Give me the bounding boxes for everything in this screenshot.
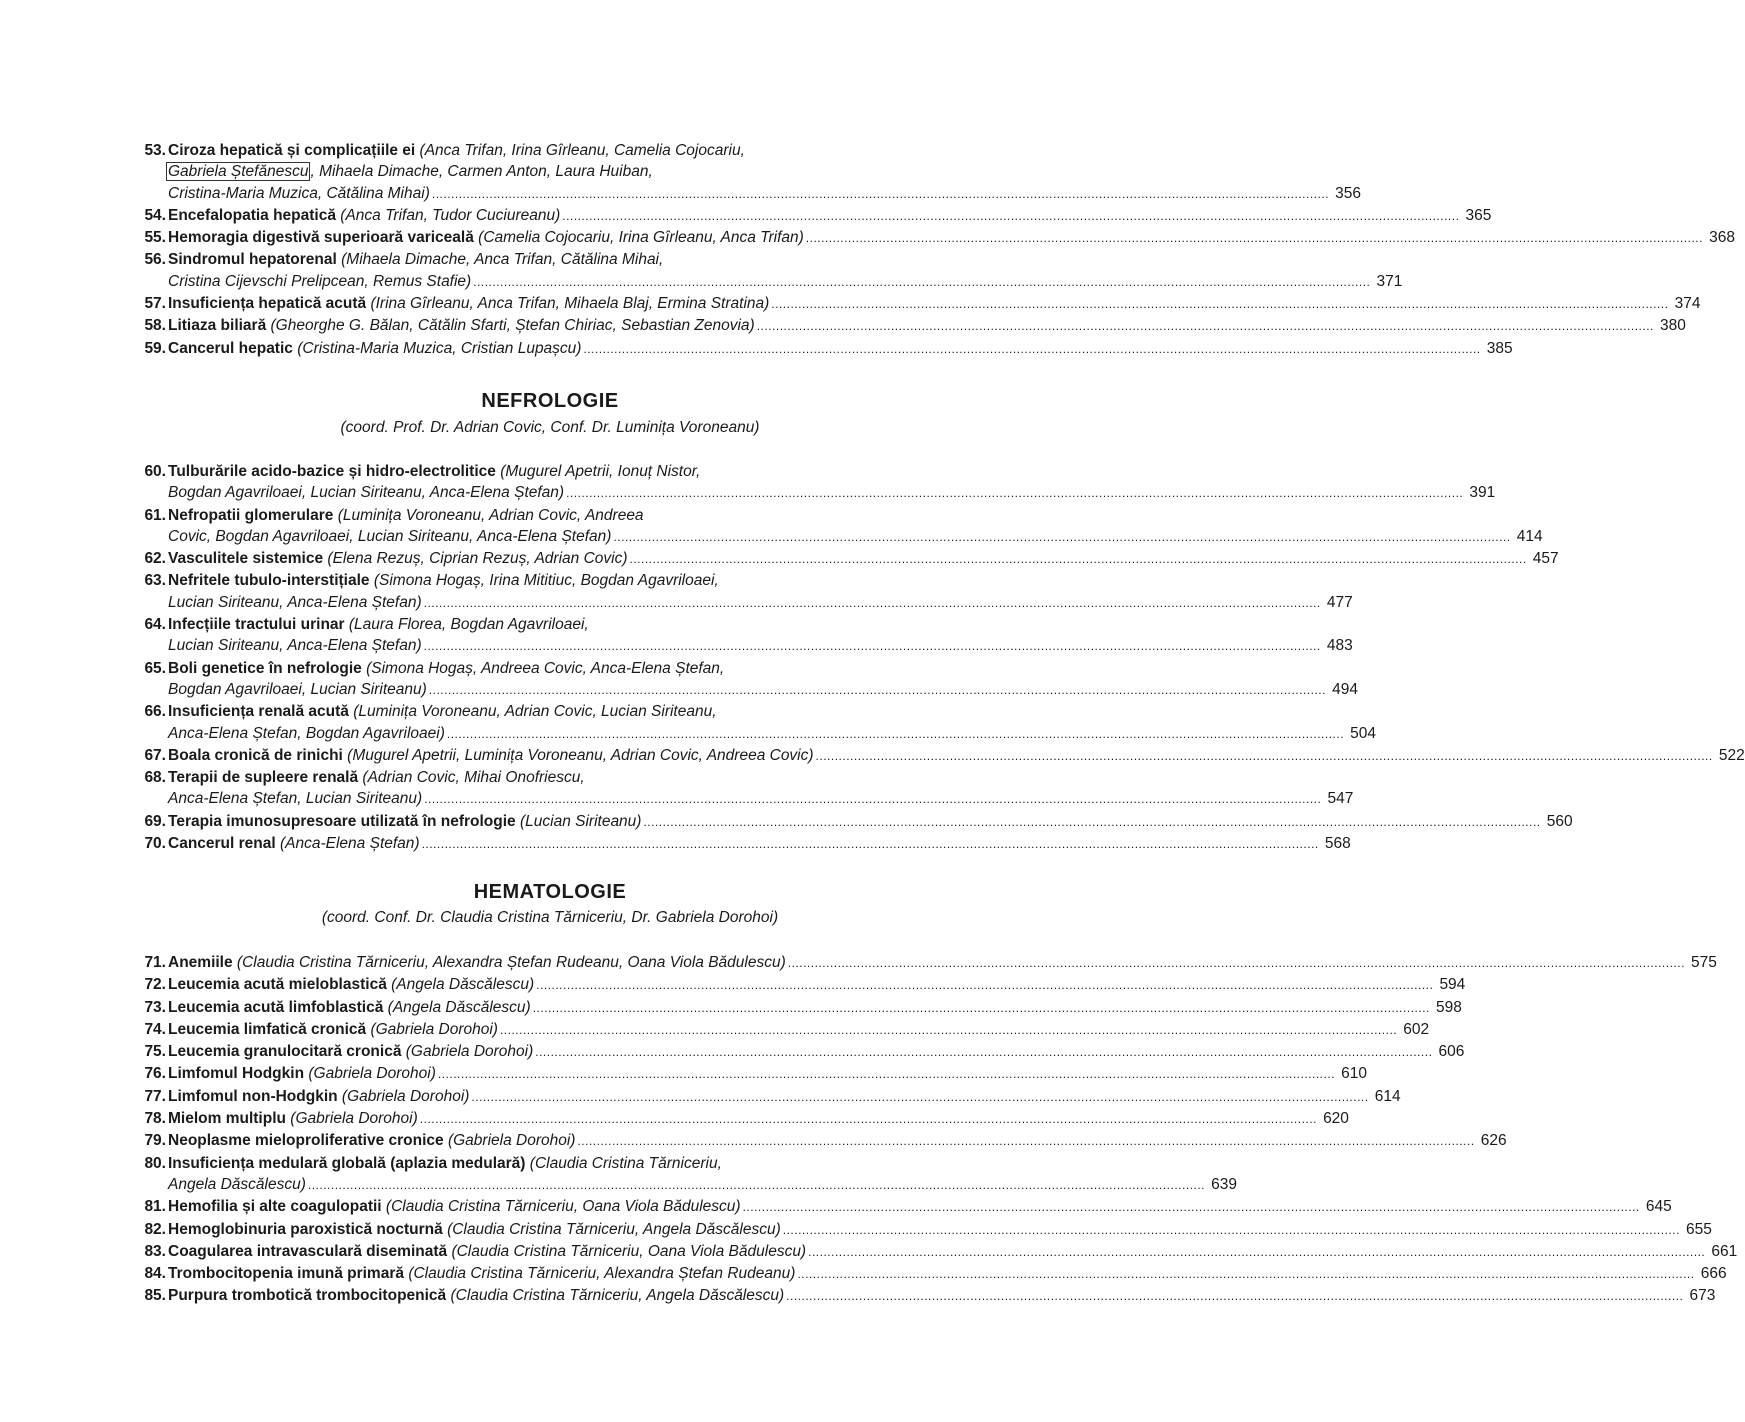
entry-number: 84. xyxy=(144,1265,166,1283)
section-heading-nefrologie: NEFROLOGIE xyxy=(481,390,619,412)
entry-number: 53. xyxy=(144,142,166,159)
toc-entry[interactable] xyxy=(128,1285,1716,1307)
dot-leader xyxy=(424,788,1321,810)
entry-authors: Anca-Elena Ștefan, Bogdan Agavriloaei) xyxy=(168,724,445,742)
page-number: 547 xyxy=(1327,790,1354,808)
entry-number: 54. xyxy=(144,206,166,224)
toc-entry[interactable] xyxy=(128,997,1462,1019)
entry-authors: (Claudia Cristina Tărniceriu, Angela Dăscălescu) xyxy=(450,1287,785,1305)
entry-number: 62. xyxy=(144,550,166,568)
entry-authors: (Claudia Cristina Tărniceriu, Alexandra Ștefan Rudeanu) xyxy=(408,1265,796,1283)
entry-authors: (Gabriela Dorohoi) xyxy=(341,1087,470,1105)
entry-title: Leucemia acută mieloblastică xyxy=(168,976,387,994)
entry-number: 76. xyxy=(144,1065,166,1083)
dot-leader xyxy=(420,1108,1317,1130)
entry-authors: (Gabriela Dorohoi) xyxy=(290,1110,418,1128)
toc-entry[interactable] xyxy=(128,461,1496,505)
entry-title: Purpura trombotică trombocitopenică xyxy=(168,1287,447,1305)
page-number: 598 xyxy=(1435,998,1462,1016)
entry-title: Litiaza biliară xyxy=(168,317,267,335)
entry-number: 75. xyxy=(144,1043,166,1061)
entry-authors: (Simona Hogaș, Irina Mititiuc, Bogdan Agavriloaei, xyxy=(373,572,719,590)
entry-authors: (Anca Trifan, Tudor Cuciureanu) xyxy=(340,206,561,224)
entry-authors: (Luminița Voroneanu, Adrian Covic, Lucian Siriteanu, xyxy=(353,703,717,721)
section-coordinators: (coord. Prof. Dr. Adrian Covic, Conf. Dr. Luminița Voroneanu) xyxy=(340,419,760,436)
entry-title: Leucemia granulocitară cronică xyxy=(168,1043,402,1061)
toc-entry[interactable] xyxy=(128,1019,1430,1041)
entry-title: Leucemia acută limfoblastică xyxy=(168,998,384,1016)
entry-authors: (Claudia Cristina Tărniceriu, Angela Dăscălescu) xyxy=(447,1220,781,1238)
entry-title: Anemiile xyxy=(168,954,233,971)
entry-authors: (Mugurel Apetrii, Ionuț Nistor, xyxy=(500,463,701,480)
toc-entry[interactable] xyxy=(128,658,1358,702)
dot-leader xyxy=(630,548,1527,570)
entry-title: Nefritele tubulo-interstițiale xyxy=(168,572,370,590)
entry-title: Hemoglobinuria paroxistică nocturnă xyxy=(168,1220,443,1238)
page-number: 374 xyxy=(1674,295,1701,313)
entry-number: 63. xyxy=(144,572,166,590)
entry-title: Boli genetice în nefrologie xyxy=(168,659,362,677)
toc-entry[interactable] xyxy=(128,1219,1712,1241)
toc-list-hepatology xyxy=(128,140,1735,360)
dot-leader xyxy=(438,1063,1335,1085)
entry-title: Coagularea intravasculară diseminată xyxy=(168,1242,448,1260)
entry-number: 74. xyxy=(144,1020,166,1038)
entry-authors: (Lucian Siriteanu) xyxy=(519,812,642,830)
entry-title: Trombocitopenia imună primară xyxy=(168,1265,404,1283)
page-number: 655 xyxy=(1686,1220,1712,1238)
entry-number: 82. xyxy=(144,1220,166,1238)
page-number: 606 xyxy=(1438,1043,1465,1061)
entry-authors: (Gabriela Dorohoi) xyxy=(370,1020,498,1038)
dot-leader xyxy=(429,679,1326,701)
entry-number: 85. xyxy=(144,1287,166,1305)
entry-title: Mielom multiplu xyxy=(168,1110,286,1128)
entry-title: Ciroza hepatică și complicațiile ei xyxy=(168,142,416,159)
entry-authors: (Adrian Covic, Mihai Onofriescu, xyxy=(362,769,585,787)
dot-leader xyxy=(447,723,1344,745)
entry-number: 70. xyxy=(144,835,166,853)
entry-authors: , Mihaela Dimache, Carmen Anton, Laura Huiban, xyxy=(310,163,653,181)
toc-entry[interactable] xyxy=(128,701,1377,745)
page-number: 594 xyxy=(1439,976,1466,994)
highlighted-author: Gabriela Ștefănescu xyxy=(168,163,309,181)
page-number: 414 xyxy=(1516,527,1543,545)
entry-number: 69. xyxy=(144,812,166,830)
dot-leader xyxy=(500,1019,1397,1041)
page-number: 457 xyxy=(1532,550,1559,568)
entry-authors: (Gabriela Dorohoi) xyxy=(405,1043,534,1061)
toc-list-hematologie xyxy=(128,952,1738,1308)
entry-number: 64. xyxy=(144,616,166,634)
dot-leader xyxy=(566,482,1463,504)
toc-list-nefrologie xyxy=(128,461,1745,855)
entry-number: 78. xyxy=(144,1110,166,1128)
entry-authors: Angela Dăscălescu) xyxy=(168,1175,306,1193)
dot-leader xyxy=(535,1041,1432,1063)
entry-title: Encefalopatia hepatică xyxy=(168,206,336,224)
dot-leader xyxy=(771,293,1668,315)
entry-authors: (Anca-Elena Ștefan) xyxy=(280,835,420,853)
page-number: 368 xyxy=(1709,229,1735,247)
entry-authors: (Claudia Cristina Tărniceriu, Oana Viola Bădulescu) xyxy=(451,1242,807,1260)
toc-entry[interactable] xyxy=(128,1263,1727,1285)
entry-number: 80. xyxy=(144,1154,166,1172)
dot-leader xyxy=(808,1241,1705,1263)
entry-number: 66. xyxy=(144,703,166,721)
entry-number: 77. xyxy=(144,1087,166,1105)
dot-leader xyxy=(783,1219,1680,1241)
dot-leader xyxy=(536,974,1433,996)
dot-leader xyxy=(577,1130,1474,1152)
toc-entry[interactable] xyxy=(128,315,1686,337)
entry-title: Sindromul hepatorenal xyxy=(168,251,337,269)
toc-entry[interactable] xyxy=(128,338,1513,360)
toc-entry[interactable] xyxy=(128,1241,1738,1263)
entry-authors: Covic, Bogdan Agavriloaei, Lucian Siriteanu, Anca-Elena Ștefan) xyxy=(168,527,612,545)
page-number: 380 xyxy=(1660,317,1686,335)
entry-title: Insuficiența hepatică acută xyxy=(168,295,367,313)
toc-entry[interactable] xyxy=(128,745,1745,767)
toc-entry[interactable] xyxy=(128,548,1559,570)
entry-title: Cancerul renal xyxy=(168,835,276,853)
page-number: 391 xyxy=(1469,484,1496,502)
page-number: 626 xyxy=(1480,1132,1507,1150)
toc-entry[interactable] xyxy=(128,227,1735,249)
entry-title: Tulburările acido-bazice și hidro-electrolitice xyxy=(168,463,496,480)
toc-entry[interactable] xyxy=(128,1108,1349,1130)
toc-entry[interactable] xyxy=(128,1063,1368,1085)
entry-number: 57. xyxy=(144,295,166,313)
entry-number: 67. xyxy=(144,746,166,764)
toc-entry[interactable] xyxy=(128,249,1403,293)
toc-entry[interactable] xyxy=(128,767,1354,811)
entry-title: Neoplasme mieloproliferative cronice xyxy=(168,1132,444,1150)
page-number: 560 xyxy=(1546,812,1573,830)
page-number: 494 xyxy=(1332,680,1358,698)
entry-authors: Cristina-Maria Muzica, Cătălina Mihai) xyxy=(168,184,430,202)
page-number: 483 xyxy=(1326,637,1353,655)
dot-leader xyxy=(816,745,1713,767)
entry-authors: (Claudia Cristina Tărniceriu, Alexandra Ștefan Rudeanu, Oana Viola Bădulescu) xyxy=(236,954,786,971)
dot-leader xyxy=(473,271,1370,293)
toc-entry[interactable] xyxy=(128,952,1717,974)
entry-authors: (Gabriela Dorohoi) xyxy=(308,1065,436,1083)
entry-number: 79. xyxy=(144,1132,166,1150)
entry-authors: (Mugurel Apetrii, Luminița Voroneanu, Adrian Covic, Andreea Covic) xyxy=(347,746,814,764)
page-number: 602 xyxy=(1403,1020,1430,1038)
entry-title: Terapia imunosupresoare utilizată în nefrologie xyxy=(168,812,516,830)
page-number: 371 xyxy=(1376,272,1403,290)
entry-authors: (Claudia Cristina Tărniceriu, xyxy=(529,1154,722,1172)
entry-title: Terapii de supleere renală xyxy=(168,769,359,787)
page-number: 620 xyxy=(1323,1110,1349,1128)
dot-leader xyxy=(583,338,1480,360)
entry-title: Insuficiența renală acută xyxy=(168,703,349,721)
dot-leader xyxy=(797,1263,1694,1285)
page-number: 504 xyxy=(1350,724,1377,742)
page-number: 614 xyxy=(1374,1087,1401,1105)
entry-number: 81. xyxy=(144,1198,166,1216)
entry-number: 73. xyxy=(144,998,166,1016)
toc-entry[interactable] xyxy=(128,1196,1672,1218)
dot-leader xyxy=(533,997,1430,1019)
entry-authors: (Mihaela Dimache, Anca Trifan, Cătălina Mihai, xyxy=(341,251,664,269)
entry-number: 83. xyxy=(144,1242,166,1260)
toc-entry[interactable] xyxy=(128,293,1701,315)
dot-leader xyxy=(786,1285,1683,1307)
page-number: 385 xyxy=(1486,339,1513,357)
entry-title: Infecțiile tractului urinar xyxy=(168,616,345,634)
dot-leader xyxy=(757,315,1654,337)
entry-authors: Anca-Elena Ștefan, Lucian Siriteanu) xyxy=(168,790,423,808)
toc-entry[interactable] xyxy=(128,205,1492,227)
section-coordinators: (coord. Conf. Dr. Claudia Cristina Tărniceriu, Dr. Gabriela Dorohoi) xyxy=(321,909,779,926)
dot-leader xyxy=(432,183,1329,205)
entry-authors: Bogdan Agavriloaei, Lucian Siriteanu) xyxy=(168,680,427,698)
toc-entry[interactable] xyxy=(128,505,1543,549)
dot-leader xyxy=(562,205,1459,227)
entry-number: 71. xyxy=(144,954,166,971)
section-heading-hematologie: HEMATOLOGIE xyxy=(473,881,627,903)
toc-entry[interactable] xyxy=(128,614,1353,658)
toc-entry[interactable] xyxy=(128,1130,1507,1152)
page-number: 356 xyxy=(1335,184,1362,202)
entry-title: Leucemia limfatică cronică xyxy=(168,1020,367,1038)
dot-leader xyxy=(806,227,1703,249)
entry-title: Limfomul non-Hodgkin xyxy=(168,1087,338,1105)
entry-title: Nefropatii glomerulare xyxy=(168,506,334,524)
entry-authors: (Elena Rezuș, Ciprian Rezuș, Adrian Covic) xyxy=(327,550,628,568)
page-number: 522 xyxy=(1718,746,1745,764)
entry-number: 56. xyxy=(144,251,166,269)
entry-number: 60. xyxy=(144,463,166,480)
toc-entry[interactable] xyxy=(128,570,1353,614)
dot-leader xyxy=(422,833,1319,855)
dot-leader xyxy=(643,811,1540,833)
entry-authors: (Angela Dăscălescu) xyxy=(391,976,535,994)
entry-authors: Lucian Siriteanu, Anca-Elena Ștefan) xyxy=(168,637,422,655)
entry-title: Hemoragia digestivă superioară variceală xyxy=(168,229,474,247)
toc-entry[interactable] xyxy=(128,974,1466,996)
page-number: 673 xyxy=(1689,1287,1716,1305)
dot-leader xyxy=(424,592,1321,614)
entry-title: Boala cronică de rinichi xyxy=(168,746,343,764)
toc-entry[interactable] xyxy=(128,1153,1238,1197)
entry-title: Hemofilia și alte coagulopatii xyxy=(168,1198,382,1216)
entry-authors: Lucian Siriteanu, Anca-Elena Ștefan) xyxy=(168,593,422,611)
page-number: 661 xyxy=(1711,1242,1738,1260)
entry-authors: Cristina Cijevschi Prelipcean, Remus Stafie) xyxy=(168,272,472,290)
entry-title: Limfomul Hodgkin xyxy=(168,1065,305,1083)
page-number: 477 xyxy=(1326,593,1353,611)
page-number: 639 xyxy=(1211,1175,1238,1193)
toc-entry[interactable] xyxy=(128,1086,1401,1108)
entry-authors: (Claudia Cristina Tărniceriu, Oana Viola Bădulescu) xyxy=(385,1198,741,1216)
entry-authors: (Anca Trifan, Irina Gîrleanu, Camelia Cojocariu, xyxy=(419,142,745,159)
entry-number: 68. xyxy=(144,769,166,787)
page-number: 610 xyxy=(1341,1065,1368,1083)
entry-authors: (Gheorghe G. Bălan, Cătălin Sfarti, Ștefan Chiriac, Sebastian Zenovia) xyxy=(270,317,755,335)
entry-number: 61. xyxy=(144,506,166,524)
entry-number: 59. xyxy=(144,339,166,357)
dot-leader xyxy=(613,526,1510,548)
dot-leader xyxy=(424,635,1321,657)
entry-number: 55. xyxy=(144,229,166,247)
entry-authors: (Gabriela Dorohoi) xyxy=(447,1132,576,1150)
entry-authors: (Angela Dăscălescu) xyxy=(387,998,531,1016)
entry-authors: (Laura Florea, Bogdan Agavriloaei, xyxy=(348,616,589,634)
page-number: 568 xyxy=(1324,835,1351,853)
entry-number: 72. xyxy=(144,976,166,994)
dot-leader xyxy=(308,1174,1205,1196)
page-number: 645 xyxy=(1645,1198,1672,1216)
entry-authors: (Simona Hogaș, Andreea Covic, Anca-Elena Ștefan, xyxy=(366,659,725,677)
toc-entry[interactable] xyxy=(128,833,1351,855)
dot-leader xyxy=(471,1086,1368,1108)
entry-authors: (Irina Gîrleanu, Anca Trifan, Mihaela Blaj, Ermina Stratina) xyxy=(370,295,770,313)
dot-leader xyxy=(743,1196,1640,1218)
page-number: 575 xyxy=(1691,954,1717,971)
entry-title: Insuficiența medulară globală (aplazia medulară) xyxy=(168,1154,526,1172)
page-number: 666 xyxy=(1700,1265,1727,1283)
entry-number: 58. xyxy=(144,317,166,335)
entry-authors: (Cristina-Maria Muzica, Cristian Lupașcu) xyxy=(297,339,582,357)
entry-number: 65. xyxy=(144,659,166,677)
page-number: 365 xyxy=(1465,206,1492,224)
toc-entry[interactable] xyxy=(128,811,1573,833)
toc-entry[interactable] xyxy=(128,140,1362,205)
toc-entry[interactable] xyxy=(128,1041,1465,1063)
entry-authors: Bogdan Agavriloaei, Lucian Siriteanu, Anca-Elena Ștefan) xyxy=(168,484,565,502)
entry-title: Vasculitele sistemice xyxy=(168,550,324,568)
entry-authors: (Camelia Cojocariu, Irina Gîrleanu, Anca Trifan) xyxy=(478,229,804,247)
entry-title: Cancerul hepatic xyxy=(168,339,293,357)
entry-authors: (Luminița Voroneanu, Adrian Covic, Andreea xyxy=(337,506,644,524)
dot-leader xyxy=(788,952,1685,974)
